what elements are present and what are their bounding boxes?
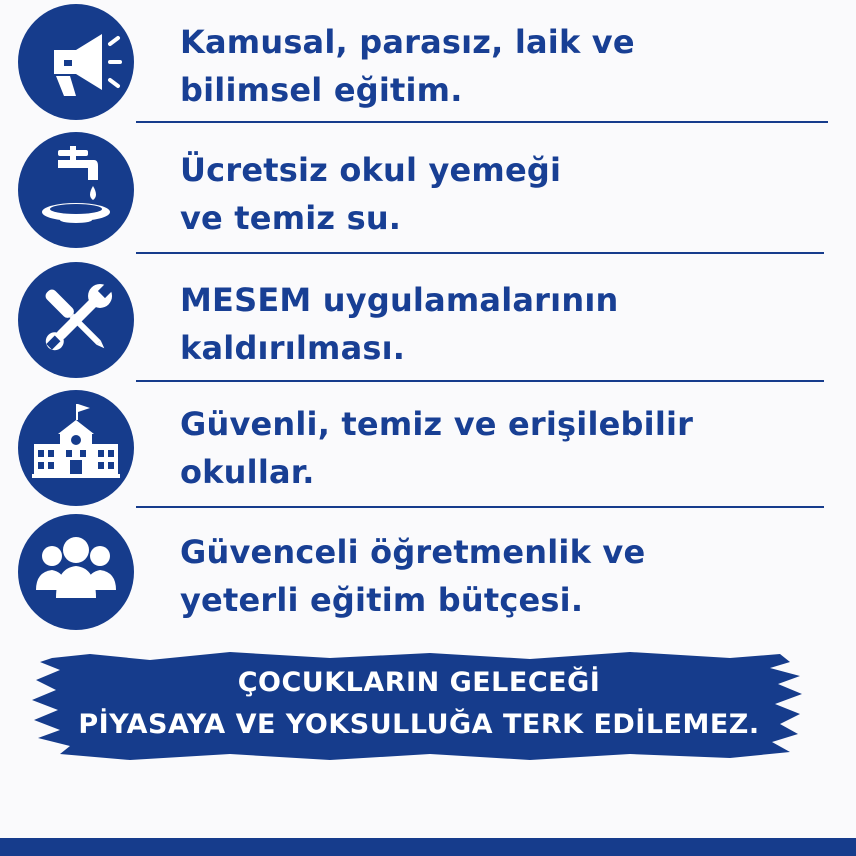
item-title-line: okullar. [180, 453, 315, 491]
item-title-line: Kamusal, parasız, laik ve [180, 23, 635, 61]
divider [136, 506, 824, 508]
item-title-line: ve temiz su. [180, 199, 402, 237]
school-building-icon [18, 390, 134, 506]
faucet-plate-icon [18, 132, 134, 248]
people-group-icon [18, 514, 134, 630]
megaphone-icon [18, 4, 134, 120]
item-title-line: Ücretsiz okul yemeği [180, 151, 562, 189]
item-title-line: MESEM uygulamalarının [180, 281, 619, 319]
wrench-screwdriver-icon [18, 262, 134, 378]
divider [136, 121, 828, 123]
divider [136, 380, 824, 382]
banner-line: PİYASAYA VE YOKSULLUĞA TERK EDİLEMEZ. [78, 709, 760, 740]
item-title-line: Güvenli, temiz ve erişilebilir [180, 405, 694, 443]
item-title-line: bilimsel eğitim. [180, 71, 463, 109]
divider [136, 252, 824, 254]
slogan-banner [30, 648, 808, 766]
bottom-bar [0, 838, 856, 856]
item-title-line: yeterli eğitim bütçesi. [180, 581, 584, 619]
item-title-line: kaldırılması. [180, 329, 406, 367]
banner-line: ÇOCUKLARIN GELECEĞİ [237, 667, 601, 698]
item-title-line: Güvenceli öğretmenlik ve [180, 533, 646, 571]
